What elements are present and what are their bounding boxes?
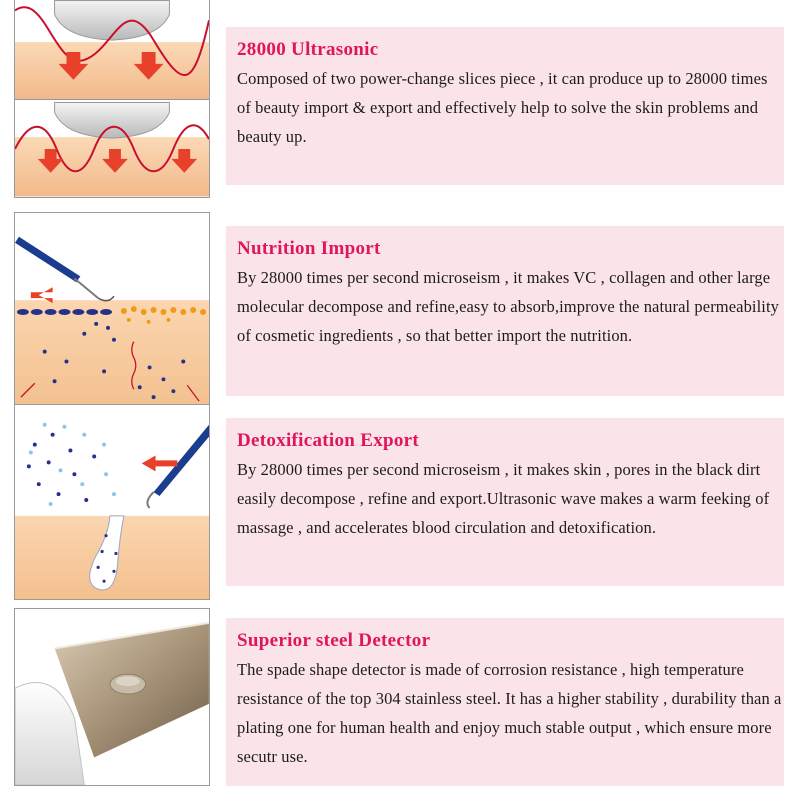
- feature-panel: [226, 618, 784, 786]
- feature-title: 28000 Ultrasonic: [237, 39, 379, 60]
- feature-title: Superior steel Detector: [237, 630, 431, 651]
- feature-description: By 28000 times per second microseism , it makes skin , pores in the black dirt easily decompose , refine and export.Ultrasonic wave makes a warm feeking of massage , and accelerates blood circulation and detoxification.: [237, 460, 770, 537]
- ultrasonic-wave-illustration-icon: [14, 0, 210, 198]
- feature-panel: [226, 27, 784, 185]
- feature-description: By 28000 times per second microseism , it makes VC , collagen and other large molecular decompose and refine,easy to absorb,improve the natural permeability of cosmetic ingredients , so that better import the nutrition.: [237, 268, 780, 345]
- feature-description: The spade shape detector is made of corrosion resistance , high temperature resistance of the top 304 stainless steel. It has a higher stability , durability than a plating one for human health and enjoy much stable output , which ensure more secutr use.: [237, 660, 782, 766]
- nutrition-import-illustration-icon: [14, 212, 210, 412]
- steel-spade-detector-photo-icon: [14, 608, 210, 786]
- feature-title: Nutrition Import: [237, 238, 381, 259]
- feature-panel: [226, 226, 784, 396]
- feature-panel: [226, 418, 784, 586]
- feature-description: Composed of two power-change slices piece , it can produce up to 28000 times of beauty import & export and effectively help to solve the skin problems and beauty up.: [237, 69, 768, 146]
- feature-title: Detoxification Export: [237, 430, 420, 451]
- detox-export-illustration-icon: [14, 404, 210, 600]
